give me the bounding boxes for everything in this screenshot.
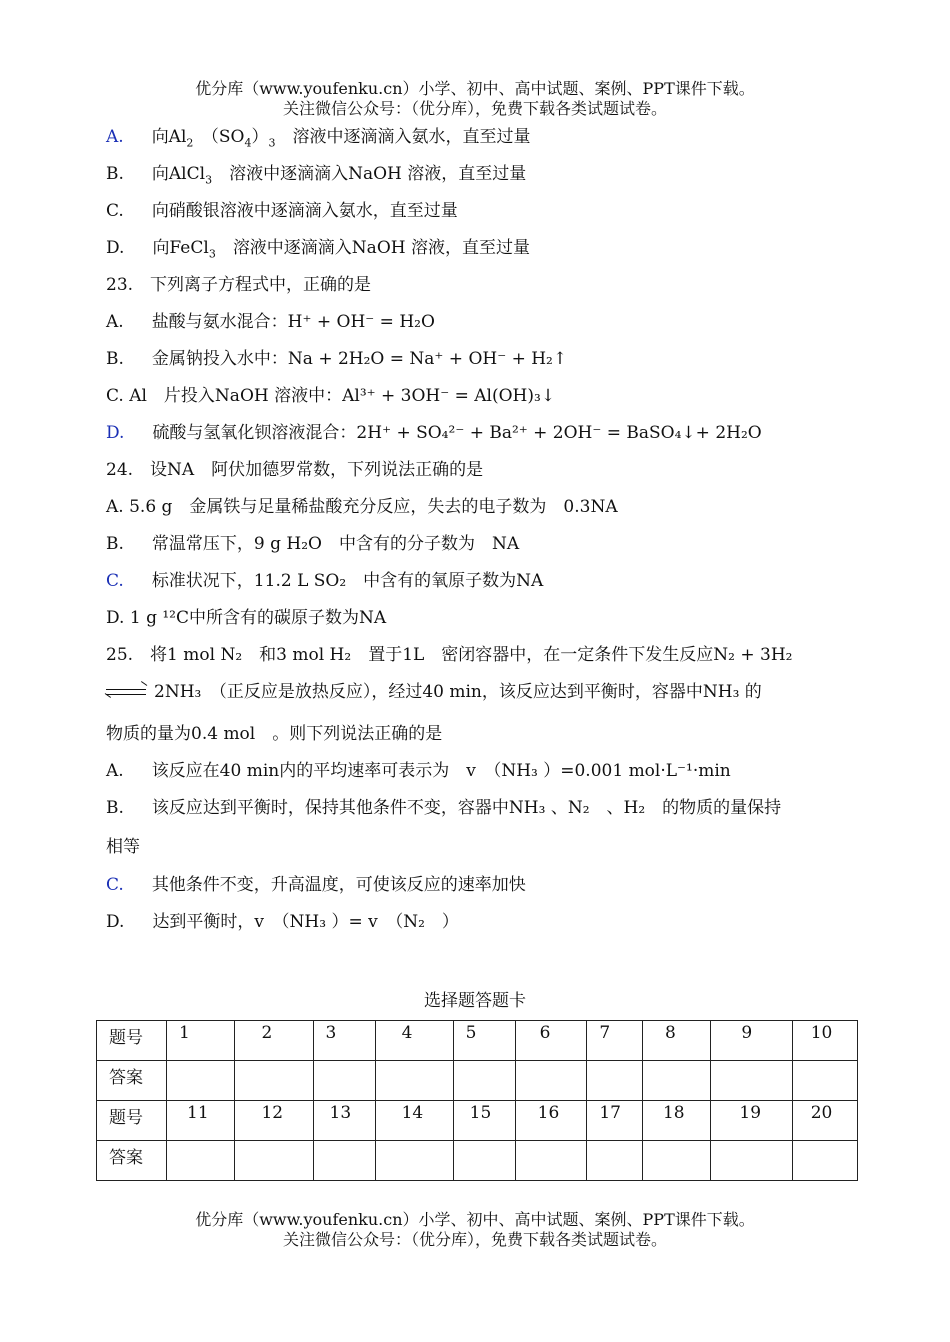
footer-line-2: 关注微信公众号：（优分库），免费下载各类试题试卷。: [282, 1230, 667, 1249]
q24-option-d: [106, 607, 386, 629]
subscript: 3: [208, 247, 216, 261]
option-letter: B.: [106, 798, 124, 818]
q22-option-c: [106, 200, 458, 222]
option-text: 溶液中逐滴滴入NaOH 溶液，直至过量: [229, 164, 527, 184]
question-number-cell: 11: [167, 1101, 235, 1141]
q25-stem-line-2: [106, 681, 762, 703]
q22-option-d: [106, 237, 530, 259]
question-number-cell: 13: [313, 1101, 375, 1141]
answer-cell[interactable]: [711, 1141, 792, 1181]
question-number-cell: 9: [711, 1021, 792, 1061]
equilibrium-arrow-icon: [106, 688, 146, 698]
answer-card-title: 选择题答题卡: [424, 991, 526, 1011]
answer-cell[interactable]: [515, 1061, 587, 1101]
subscript: 3: [205, 173, 213, 187]
answer-cell[interactable]: [792, 1141, 857, 1181]
answer-cell[interactable]: [587, 1141, 643, 1181]
q23-option-a: [106, 311, 435, 333]
q24-option-a: [106, 496, 618, 518]
q22-option-b: [106, 163, 526, 185]
option-letter: A.: [106, 127, 124, 147]
table-row: [97, 1021, 858, 1061]
subscript: 3: [268, 136, 276, 150]
option-text: 标准状况下，11.2 L SO₂ 中含有的氧原子数为NA: [151, 571, 544, 591]
option-letter: C.: [106, 571, 124, 591]
answer-cell[interactable]: [453, 1061, 515, 1101]
question-number-cell: 15: [453, 1101, 515, 1141]
table-row: [97, 1061, 858, 1101]
question-number-cell: 6: [515, 1021, 587, 1061]
answer-cell[interactable]: [313, 1141, 375, 1181]
option-letter: B.: [106, 349, 124, 369]
option-letter: B.: [106, 164, 124, 184]
option-text: 达到平衡时，v （NH₃ ）= v （N₂ ）: [152, 912, 459, 932]
answer-cell[interactable]: [313, 1061, 375, 1101]
option-letter: A.: [106, 761, 124, 781]
question-number-cell: 19: [711, 1101, 792, 1141]
row-label: 答案: [97, 1061, 167, 1101]
q24-option-b: [106, 533, 519, 555]
option-text: 其他条件不变，升高温度，可使该反应的速率加快: [151, 875, 526, 895]
row-label: 答案: [97, 1141, 167, 1181]
answer-card-table: [96, 1020, 858, 1181]
q25-stem-line-1: 25. 将1 mol N₂ 和3 mol H₂ 置于1L 密闭容器中，在一定条件下发生反应N₂ + 3H₂: [106, 645, 793, 665]
option-letter: D.: [106, 608, 125, 628]
option-text: 该反应在40 min内的平均速率可表示为 v （NH₃ ）=0.001 mol·L⁻¹·min: [151, 761, 731, 781]
answer-cell[interactable]: [642, 1061, 710, 1101]
question-number-cell: 5: [453, 1021, 515, 1061]
footer-line-1: 优分库（www.youfenku.cn）小学、初中、高中试题、案例、PPT课件下载。: [195, 1210, 755, 1229]
question-number-cell: 12: [235, 1101, 313, 1141]
q23-stem: 23. 下列离子方程式中，正确的是: [106, 275, 372, 295]
answer-cell[interactable]: [167, 1061, 235, 1101]
option-letter: B.: [106, 534, 124, 554]
option-text: 该反应达到平衡时，保持其他条件不变，容器中NH₃ 、N₂ 、H₂ 的物质的量保持: [151, 798, 782, 818]
row-label: 题号: [97, 1021, 167, 1061]
question-number-cell: 20: [792, 1101, 857, 1141]
question-number-cell: 4: [375, 1021, 453, 1061]
q25-option-c: [106, 874, 526, 896]
page-header: [0, 79, 950, 119]
option-text: 金属钠投入水中：Na + 2H₂O = Na⁺ + OH⁻ + H₂↑: [151, 349, 568, 369]
option-text: 硫酸与氢氧化钡溶液混合：2H⁺ + SO₄²⁻ + Ba²⁺ + 2OH⁻ = BaSO₄↓+ 2H₂O: [152, 423, 762, 443]
answer-cell[interactable]: [235, 1061, 313, 1101]
subscript: 4: [244, 136, 252, 150]
question-number-cell: 17: [587, 1101, 643, 1141]
question-number-cell: 10: [792, 1021, 857, 1061]
question-number-cell: 14: [375, 1101, 453, 1141]
q23-option-b: [106, 348, 567, 370]
q24-option-c: [106, 570, 543, 592]
question-number-cell: 2: [235, 1021, 313, 1061]
option-text: 向硝酸银溶液中逐滴滴入氨水，直至过量: [151, 201, 458, 221]
question-number-cell: 18: [642, 1101, 710, 1141]
q24-stem: 24. 设NA 阿伏加德罗常数，下列说法正确的是: [106, 460, 484, 480]
question-number-cell: 3: [313, 1021, 375, 1061]
question-number-cell: 7: [587, 1021, 643, 1061]
subscript: 2: [186, 136, 194, 150]
option-text: 5.6 g 金属铁与足量稀盐酸充分反应，失去的电子数为 0.3NA: [129, 497, 618, 517]
q25-stem-line-3: 物质的量为0.4 mol 。则下列说法正确的是: [106, 724, 443, 744]
option-letter: C.: [106, 875, 124, 895]
header-line-2: 关注微信公众号：（优分库），免费下载各类试题试卷。: [282, 99, 667, 118]
option-letter: C.: [106, 386, 124, 406]
answer-cell[interactable]: [235, 1141, 313, 1181]
option-text: 向AlCl: [151, 164, 206, 184]
q22-option-a: [106, 126, 531, 148]
option-letter: C.: [106, 201, 124, 221]
option-text: 常温常压下，9 g H₂O 中含有的分子数为 NA: [151, 534, 520, 554]
option-letter: D.: [106, 912, 125, 932]
answer-cell[interactable]: [515, 1141, 587, 1181]
q25-option-a: [106, 760, 731, 782]
q25-option-b: [106, 797, 781, 819]
option-text: 向Al: [151, 127, 187, 147]
option-text: 溶液中逐滴滴入NaOH 溶液，直至过量: [232, 238, 530, 258]
answer-cell[interactable]: [167, 1141, 235, 1181]
q25-option-b-cont: 相等: [106, 837, 140, 857]
stem-text: 2NH₃ （正反应是放热反应），经过40 min，该反应达到平衡时，容器中NH₃ 的: [154, 682, 762, 702]
answer-cell[interactable]: [453, 1141, 515, 1181]
q23-option-d: [106, 422, 762, 444]
q25-option-d: [106, 911, 459, 933]
option-text: ）: [251, 127, 269, 147]
answer-cell[interactable]: [792, 1061, 857, 1101]
row-label: 题号: [97, 1101, 167, 1141]
answer-cell[interactable]: [587, 1061, 643, 1101]
question-number-cell: 16: [515, 1101, 587, 1141]
answer-cell[interactable]: [711, 1061, 792, 1101]
option-text: 向FeCl: [152, 238, 209, 258]
answer-cell[interactable]: [642, 1141, 710, 1181]
option-text: 溶液中逐滴滴入氨水，直至过量: [292, 127, 531, 147]
option-letter: A.: [106, 312, 124, 332]
option-letter: D.: [106, 423, 125, 443]
option-letter: D.: [106, 238, 125, 258]
option-letter: A.: [106, 497, 124, 517]
option-text: 盐酸与氨水混合：H⁺ + OH⁻ = H₂O: [151, 312, 435, 332]
answer-cell[interactable]: [375, 1061, 453, 1101]
question-number-cell: 1: [167, 1021, 235, 1061]
option-text: Al 片投入NaOH 溶液中：Al³⁺ + 3OH⁻ = Al(OH)₃↓: [129, 386, 556, 406]
option-text: 1 g ¹²C中所含有的碳原子数为NA: [129, 608, 387, 628]
q23-option-c: [106, 385, 555, 407]
option-text: （SO: [210, 127, 245, 147]
question-number-cell: 8: [642, 1021, 710, 1061]
table-row: [97, 1141, 858, 1181]
page-footer: [0, 1210, 950, 1250]
answer-cell[interactable]: [375, 1141, 453, 1181]
header-line-1: 优分库（www.youfenku.cn）小学、初中、高中试题、案例、PPT课件下载。: [195, 79, 755, 98]
table-row: [97, 1101, 858, 1141]
